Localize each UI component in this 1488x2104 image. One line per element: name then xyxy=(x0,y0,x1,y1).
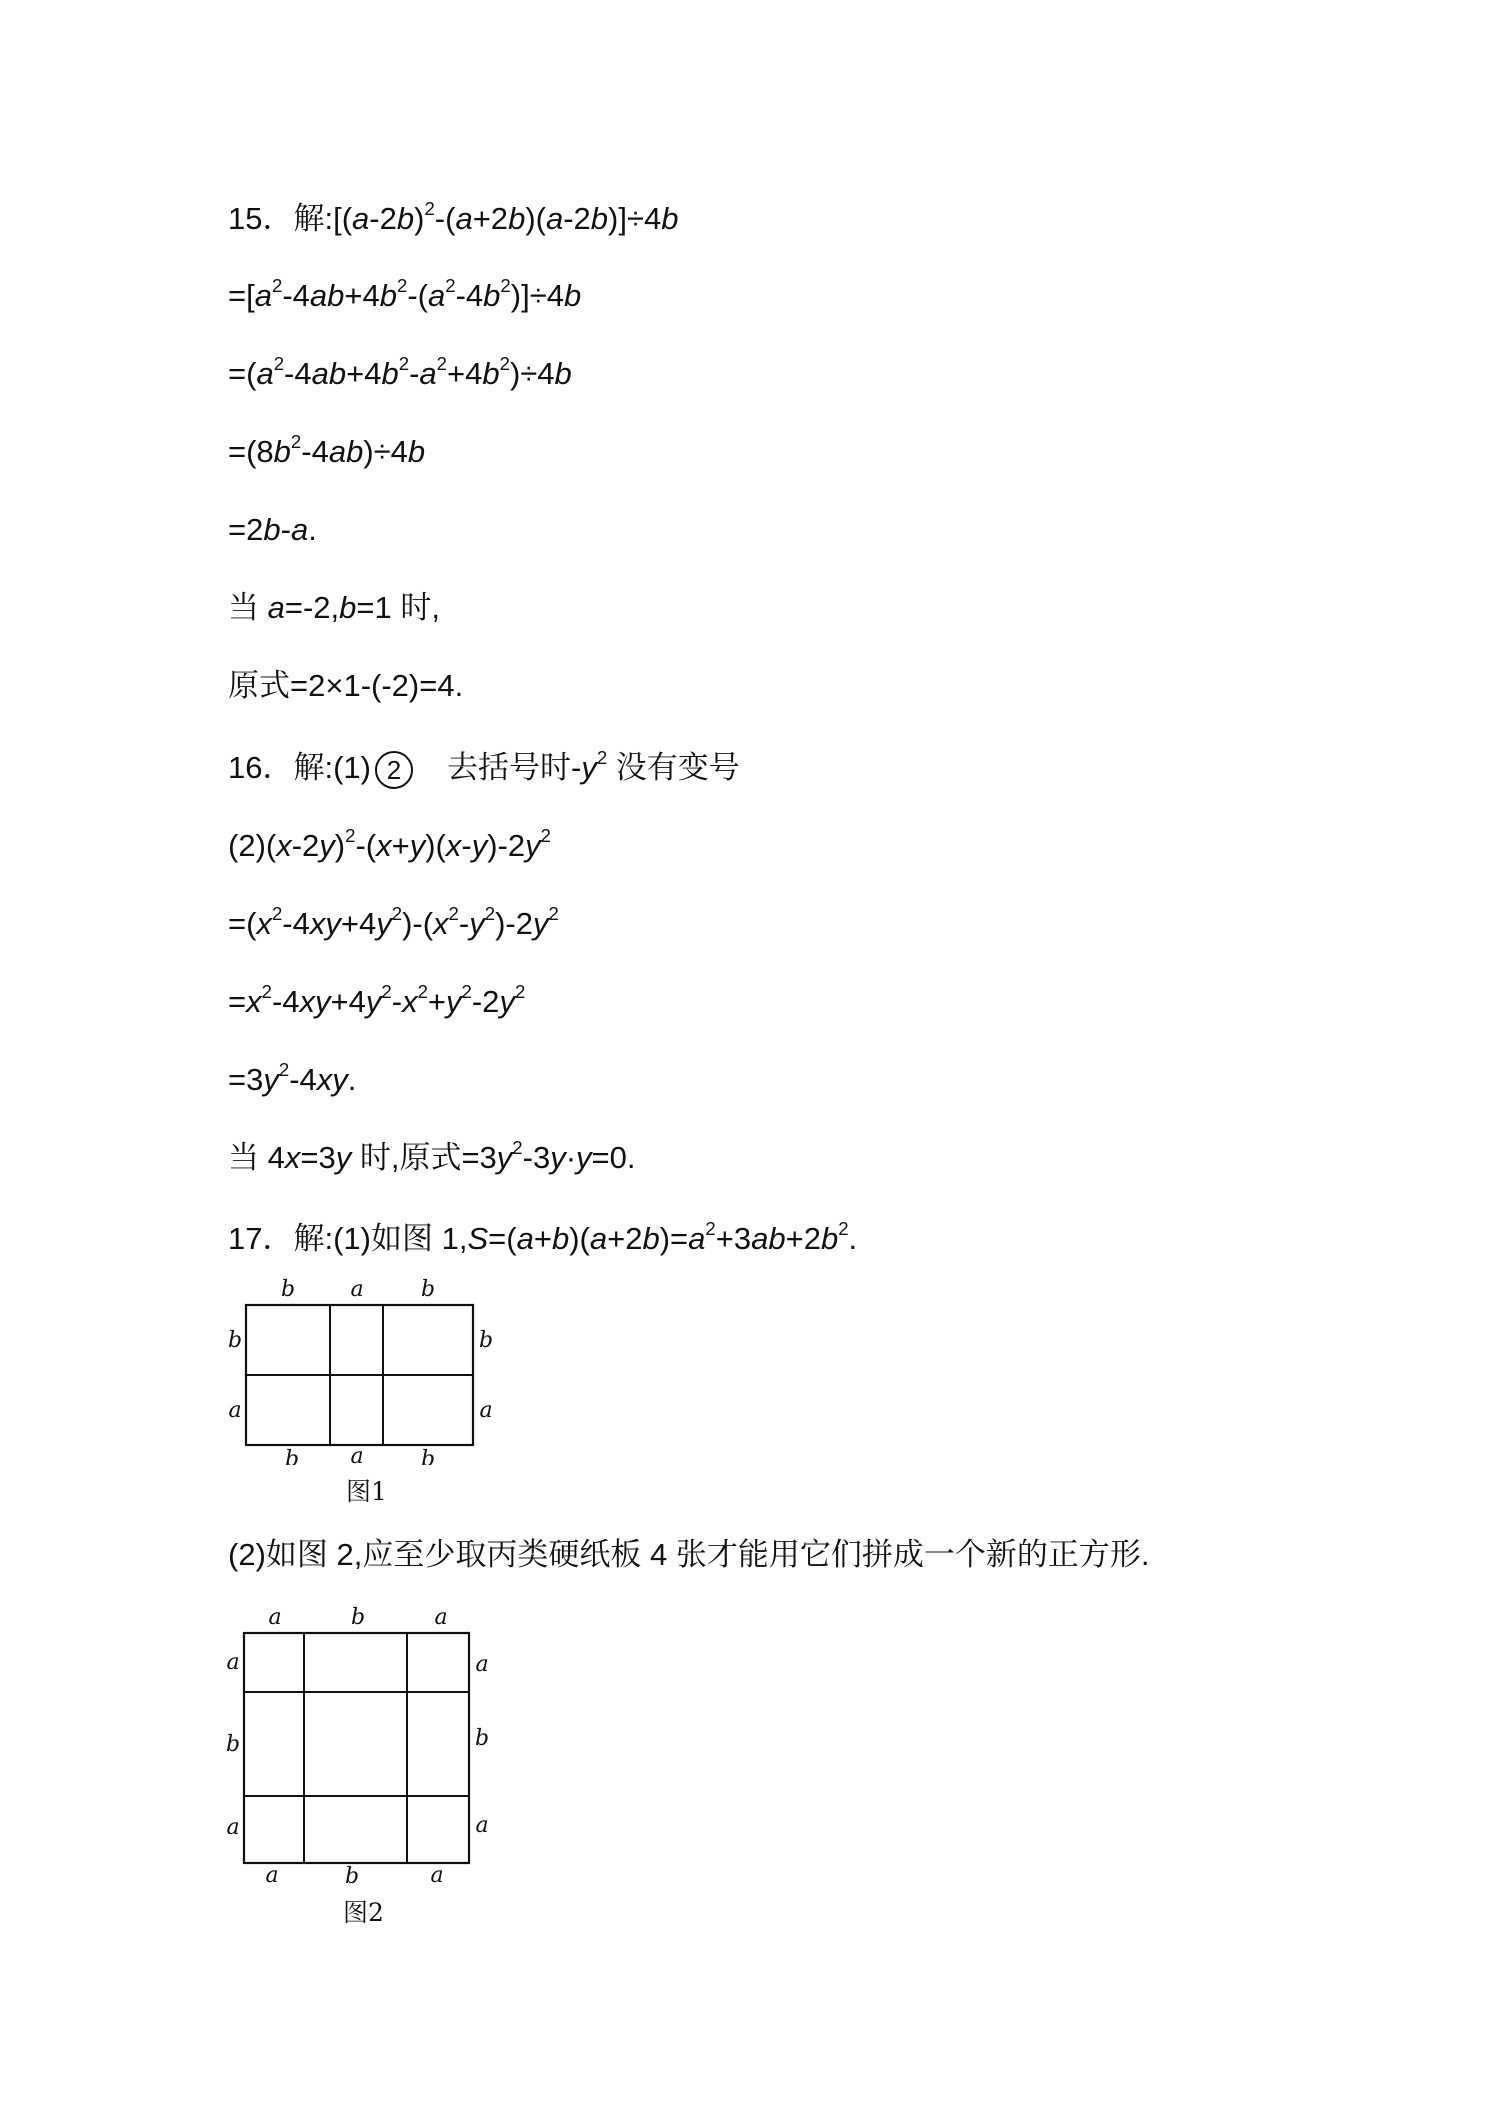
fig2-caption: 图2 xyxy=(343,1898,384,1927)
p15-line-3: $=(a^2-4ab+4b^2-a^2+4b^2)\div 4b$ xyxy=(228,353,572,391)
fig1-right-label-2: a xyxy=(479,1398,493,1423)
fig1-top-label-3: b xyxy=(420,1277,436,1302)
fig1-bottom-label-2: a xyxy=(350,1444,364,1465)
p16-prefix: 解:(1) xyxy=(293,750,371,785)
fig1-left-label-1: b xyxy=(227,1328,243,1353)
p16-line-6: 当 4x=3y 时,原式$=3y^2-3y\cdot y=0$. xyxy=(228,1137,636,1175)
p16-line-3: $=(x^2-4xy+4y^2)-(x^2-y^2)-2y^2$ xyxy=(228,903,559,941)
p15-l1-text: 解$:[(a-2b)^2-(a+2b)(a-2b)]\div 4b$ xyxy=(293,198,679,236)
p17-line-2: (2)如图 2,应至少取丙类硬纸板 4 张才能用它们拼成一个新的正方形. xyxy=(228,1537,1150,1572)
figure-1 xyxy=(220,1275,510,1465)
problem-number-16: 16． xyxy=(228,750,294,785)
problem-number-17: 17． xyxy=(228,1221,294,1256)
fig1-top-label-1: b xyxy=(280,1277,296,1302)
p16-line-2: $(2)(x-2y)^2-(x+y)(x-y)-2y^2$ xyxy=(228,825,551,863)
fig1-caption: 图1 xyxy=(346,1477,387,1506)
fig2-bottom-label-1: a xyxy=(265,1863,279,1885)
fig2-top-label-1: a xyxy=(268,1605,282,1630)
fig2-top-label-3: a xyxy=(434,1605,448,1630)
p15-line-5: =2b-a. xyxy=(228,512,317,547)
p16-line-4: $=x^2-4xy+4y^2-x^2+y^2-2y^2$ xyxy=(228,981,526,1019)
fig2-top-label-2: b xyxy=(350,1605,366,1630)
problem-number-15: 15． xyxy=(228,201,294,236)
fig1-top-label-2: a xyxy=(350,1277,364,1302)
p16-line-5: $=3y^2-4xy$. xyxy=(228,1059,357,1097)
fig1-bottom-label-3: b xyxy=(420,1447,436,1465)
p15-line-7: 原式=2×1-(-2)=4. xyxy=(228,668,464,703)
p16-reason: 去括号时$-y^2$ 没有变号 xyxy=(446,747,740,785)
fig2-left-label-3: a xyxy=(226,1815,240,1840)
figure-2 xyxy=(220,1600,510,1885)
fig2-left-label-1: a xyxy=(226,1650,240,1675)
fig2-right-label-3: a xyxy=(475,1813,489,1838)
fig2-bottom-label-2: b xyxy=(344,1864,360,1885)
fig2-right-label-1: a xyxy=(475,1652,489,1677)
fig1-right-label-1: b xyxy=(478,1328,494,1353)
p15-line-6: 当 a=-2,b=1 时, xyxy=(228,590,440,625)
fig1-bottom-label-1: b xyxy=(284,1447,300,1465)
p17-line-1 xyxy=(228,1219,857,1259)
fig1-left-label-2: a xyxy=(228,1398,242,1423)
p17-l1-text: 解:(1)如图 $1,S=(a+b)(a+2b)=a^2+3ab+2b^2$. xyxy=(293,1218,858,1256)
p15-line-1 xyxy=(228,199,679,239)
fig2-right-label-2: b xyxy=(474,1726,490,1751)
fig2-left-label-2: b xyxy=(225,1732,241,1757)
p15-line-4: $=(8b^2-4ab)\div 4b$ xyxy=(228,431,426,469)
circled-number: 2 xyxy=(375,751,413,789)
p16-line-1 xyxy=(228,748,740,789)
fig2-bottom-label-3: a xyxy=(430,1863,444,1885)
p15-line-2: $=[a^2-4ab+4b^2-(a^2-4b^2)]\div 4b$ xyxy=(228,275,582,313)
